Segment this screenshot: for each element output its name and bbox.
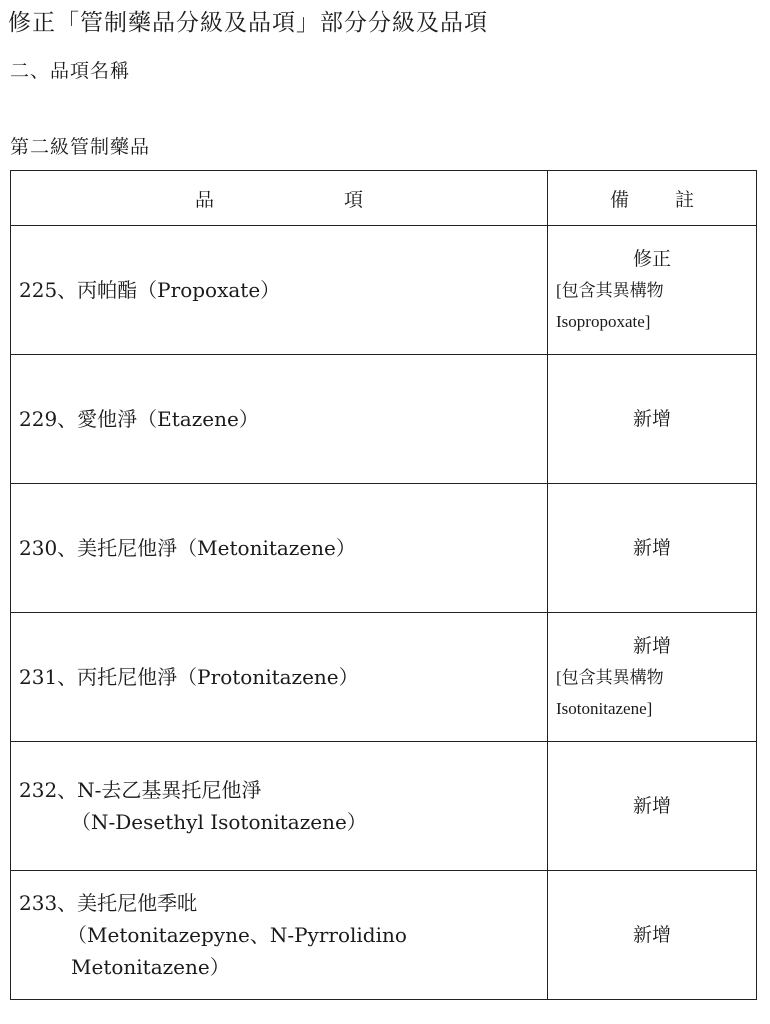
- table-row: [11, 871, 757, 1000]
- header-item-char: 項: [344, 188, 364, 211]
- item-cell: [11, 484, 548, 613]
- header-note-char: 註: [675, 188, 695, 211]
- note-extra: [包含其異構物: [556, 667, 664, 687]
- item-name: 233、美托尼他季吡: [19, 891, 198, 915]
- note-label: 新增: [632, 923, 671, 946]
- item-name: 232、N-去乙基異托尼他淨: [19, 778, 262, 802]
- header-note-char: 備: [609, 188, 629, 211]
- note-label: 新增: [632, 634, 671, 657]
- item-name: 230、美托尼他淨（Metonitazene）: [19, 536, 356, 560]
- drug-items-table: [10, 170, 757, 1000]
- item-cell: [11, 871, 548, 1000]
- note-extra: Isotonitazene]: [556, 698, 653, 718]
- document-title: 修正「管制藥品分級及品項」部分分級及品項: [8, 10, 488, 36]
- note-extra: [包含其異構物: [556, 280, 664, 300]
- section-heading: 二、品項名稱: [10, 60, 131, 82]
- note-cell: [548, 742, 757, 871]
- note-extra: Isopropoxate]: [556, 311, 651, 331]
- item-cell: [11, 742, 548, 871]
- note-cell: [548, 226, 757, 355]
- item-name: 225、丙帕酯（Propoxate）: [19, 278, 281, 302]
- item-cell: [11, 613, 548, 742]
- schedule-heading: 第二級管制藥品: [10, 136, 151, 158]
- header-item-char: 品: [194, 188, 214, 211]
- item-name-continued: Metonitazene）: [71, 955, 230, 979]
- note-label: 修正: [632, 247, 671, 270]
- table-row: [11, 742, 757, 871]
- note-cell: [548, 484, 757, 613]
- item-name-continued: （Metonitazepyne、N-Pyrrolidino: [67, 923, 407, 947]
- table-header-row: [11, 171, 757, 226]
- item-name-continued: （N-Desethyl Isotonitazene）: [71, 810, 367, 834]
- table-row: [11, 613, 757, 742]
- table-row: [11, 484, 757, 613]
- header-item: [11, 171, 548, 226]
- item-cell: [11, 226, 548, 355]
- note-label: 新增: [632, 407, 671, 430]
- note-cell: [548, 613, 757, 742]
- note-cell: [548, 355, 757, 484]
- table-row: [11, 355, 757, 484]
- table-row: [11, 226, 757, 355]
- note-label: 新增: [632, 794, 671, 817]
- note-label: 新增: [632, 536, 671, 559]
- item-name: 229、愛他淨（Etazene）: [19, 407, 259, 431]
- item-name: 231、丙托尼他淨（Protonitazene）: [19, 665, 359, 689]
- note-cell: [548, 871, 757, 1000]
- header-note: [548, 171, 757, 226]
- item-cell: [11, 355, 548, 484]
